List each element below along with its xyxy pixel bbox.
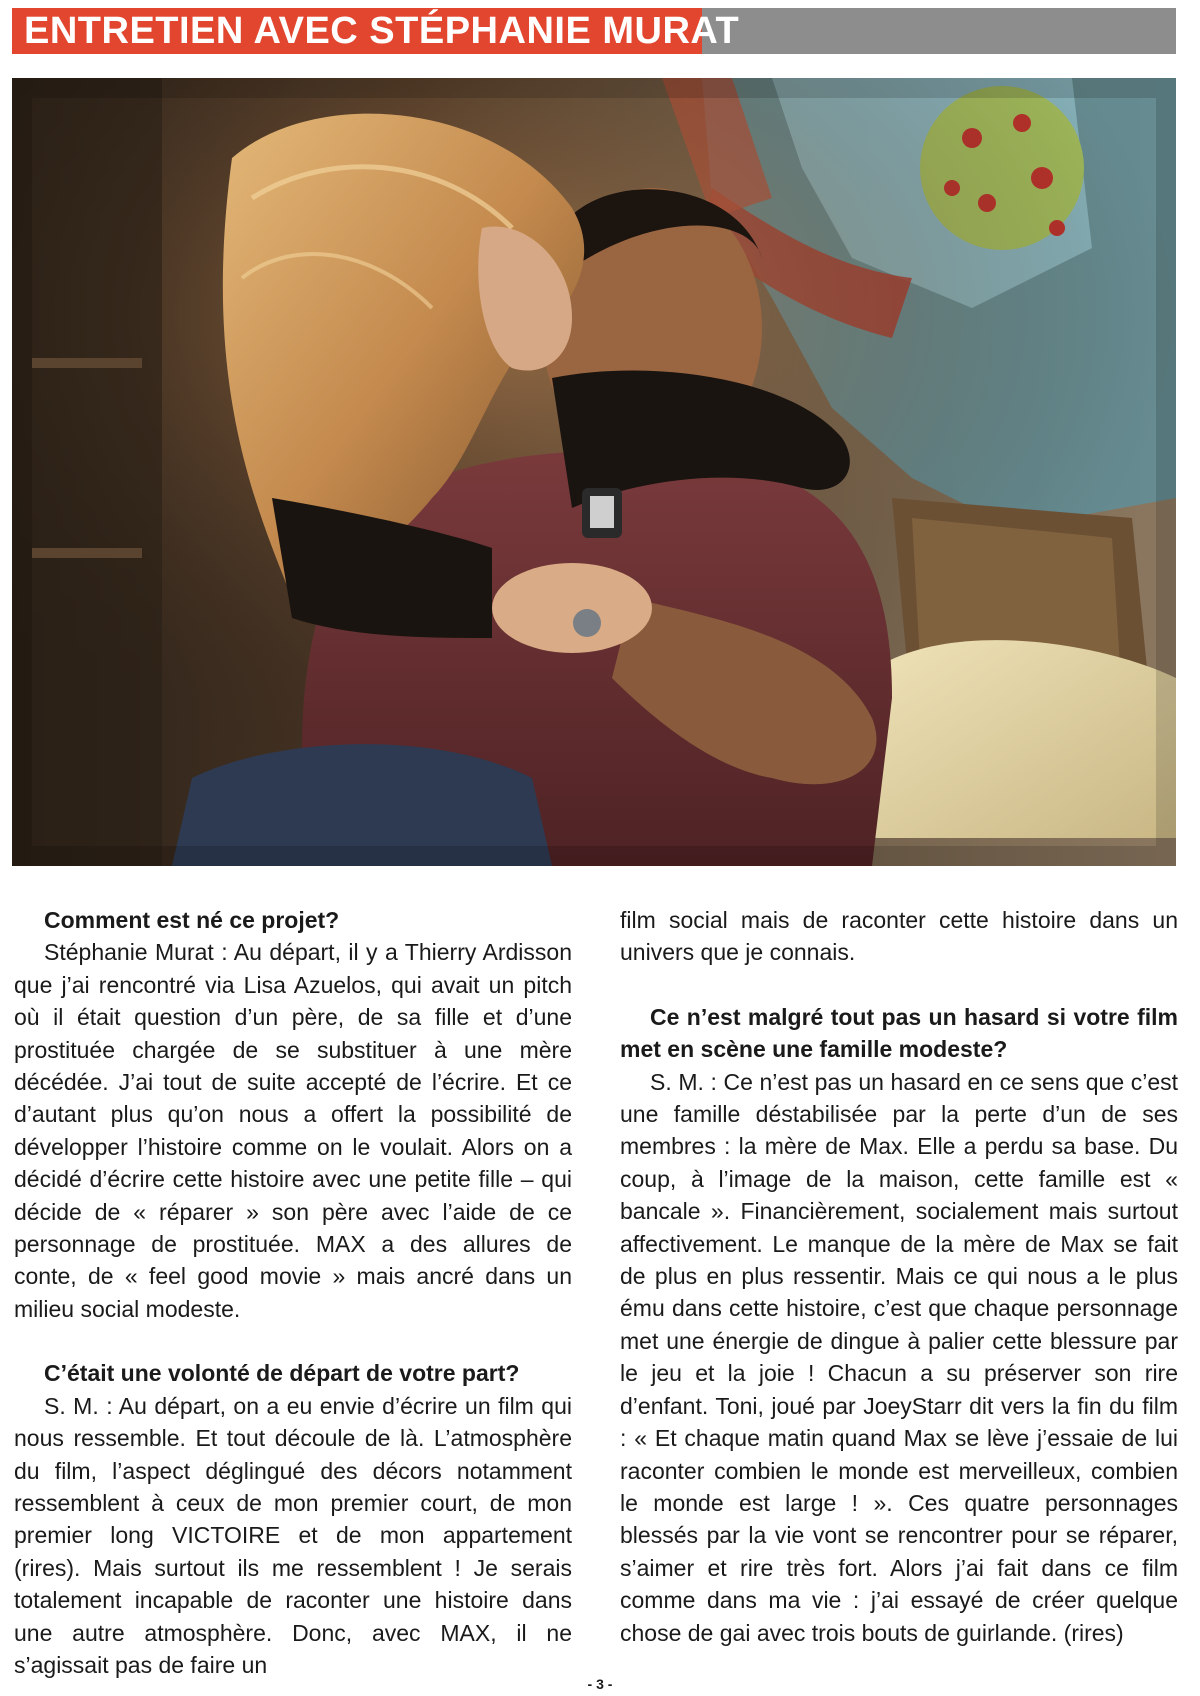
page-title: ENTRETIEN AVEC STÉPHANIE MURAT — [24, 9, 740, 52]
interview-answer-continued: film social mais de raconter cette histoire dans un univers que je connais. — [620, 907, 1178, 966]
interview-answer: S. M. : Ce n’est pas un hasard en ce sens que c’est une famille déstabilisée par la perte d’un de ses membres : la mère de Max. Elle a perdu sa base. Du coup, à l’image de la maison, cette famille est « bancale ». Financièrement, socialement mais surtout affectivement. Le manque de la mère de Max se fait de plus en plus ressentir. Mais ce qui nous a le plus ému dans cette histoire, c’est que chaque personnage met une énergie de dingue à palier cette blessure par le jeu et la joie ! Chacun a su préserver son rire d’enfant. Toni, joué par JoeyStarr dit vers la fin du film : « Et chaque matin quand Max se lève j’essaie de lui raconter combien le monde est merveilleux, combien le monde est large ! ». Ces quatre personnages blessés par la vie vont se rencontrer pour se réparer, s’aimer et rire très fort. Alors j’ai fait dans ce film comme dans ma vie : j’ai essayé de créer quelque chose de gai avec trois bouts de guirlande. (rires) — [620, 1068, 1178, 1646]
interview-question: C’était une volonté de départ de votre part? — [44, 1360, 520, 1387]
article-column-right — [620, 904, 1178, 1649]
interview-question: Ce n’est malgré tout pas un hasard si votre film met en scène une famille modeste? — [620, 1003, 1178, 1063]
page-number: - 3 - — [587, 1676, 613, 1692]
header-bar — [12, 8, 1176, 54]
interview-answer: Stéphanie Murat : Au départ, il y a Thierry Ardisson que j’ai rencontré via Lisa Azuelos, qui avait un pitch où il était question d’un père, de sa fille et d’une prostituée chargée de se substituer à une mère décédée. J’ai tout de suite accepté de l’écrire. Et ce d’autant plus qu’on nous a offert la possibilité de développer l’histoire comme on le voulait. Alors on a décidé d’écrire cette histoire avec une petite fille – qui décide de « réparer » son père avec l’aide de ce personnage de prostituée. MAX a des allures de conte, de « feel good movie » mais ancré dans un milieu social modeste. — [14, 939, 572, 1322]
header-title-box — [12, 8, 740, 54]
interview-question: Comment est né ce projet? — [44, 907, 340, 933]
article-column-left — [14, 904, 572, 1681]
paragraph-gap — [620, 969, 1178, 1001]
paragraph-gap — [14, 1325, 572, 1357]
film-still-photo — [12, 78, 1176, 866]
interview-answer: S. M. : Au départ, on a eu envie d’écrire un film qui nous ressemble. Et tout découle de là. L’atmosphère du film, l’aspect déglingué des décors notamment ressemblent à ceux de mon premier court, de mon premier long VICTOIRE et de mon appartement (rires). Mais surtout ils me ressemblent ! Je serais totalement incapable de raconter une histoire dans une autre atmosphère. Donc, avec MAX, il ne s’agissait pas de faire un — [14, 1392, 572, 1678]
